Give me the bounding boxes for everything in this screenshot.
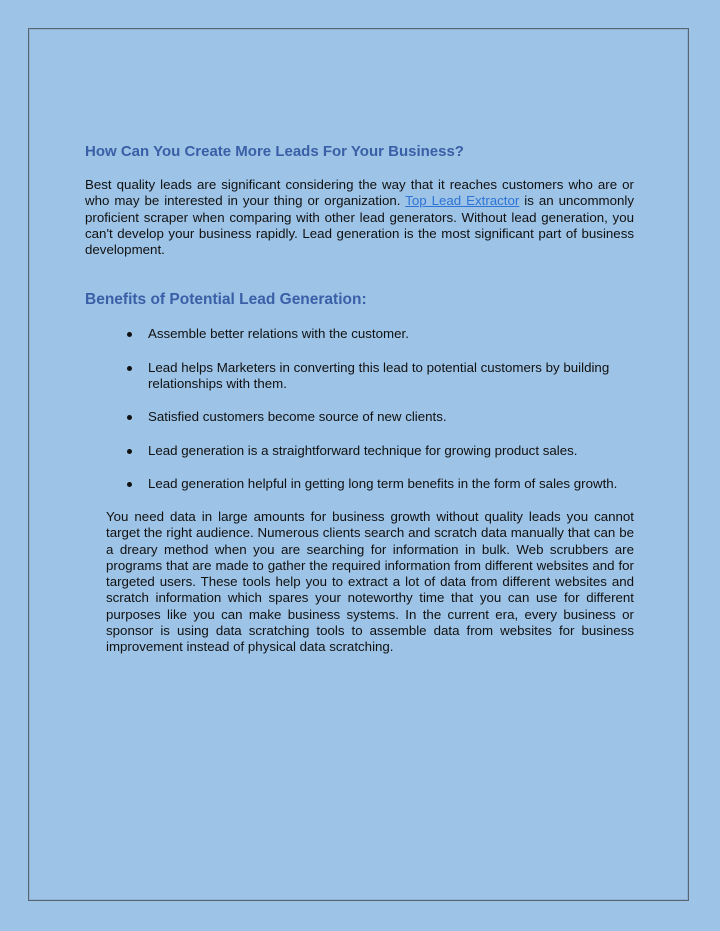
- benefit-text: Lead generation is a straightforward technique for growing product sales.: [148, 443, 578, 458]
- intro-text-end: is an uncommonly proficient scraper when comparing with other lead generators. Without lead generation, you can't develop your business rapidly. Lead generation is the most significant part of business development.: [85, 193, 635, 258]
- bullet-dot-icon: [127, 415, 132, 420]
- closing-paragraph: You need data in large amounts for business growth without quality leads you cannot target the right audience. Numerous clients search and scratch data manually that can be a dreary method when you are searching for information in bulk. Web scrubbers are programs that are made to gather the required information from different websites and for targeted users. These tools help you to extract a lot of data from different websites and scratch information which spares your noteworthy time that you can use for different purposes like you can make business systems. In the current era, every business or sponsor is using data scratching tools to assemble data from websites for business improvement instead of physical data scratching.: [106, 509, 634, 655]
- benefit-list-item: [127, 360, 639, 393]
- bullet-dot-icon: [127, 482, 132, 487]
- benefit-text: Assemble better relations with the customer.: [148, 326, 409, 341]
- benefit-list-item: [127, 409, 639, 425]
- benefit-text: Satisfied customers become source of new clients.: [148, 409, 447, 424]
- intro-paragraph: [85, 177, 634, 258]
- section-heading-create-leads: How Can You Create More Leads For Your Business?: [85, 143, 464, 160]
- intro-text-start: Best quality leads are significant considering the way that it reaches customers who are or who may be interested in your thing or organization.: [85, 177, 634, 209]
- bullet-dot-icon: [127, 366, 132, 371]
- bullet-dot-icon: [127, 332, 132, 337]
- benefit-text: Lead helps Marketers in converting this lead to potential customers by building relationships with them.: [148, 360, 610, 392]
- benefit-text: Lead generation helpful in getting long term benefits in the form of sales growth.: [148, 476, 618, 491]
- benefit-list-item: [127, 326, 639, 342]
- top-lead-extractor-link[interactable]: Top Lead Extractor: [405, 193, 520, 209]
- benefit-list-item: [127, 443, 639, 459]
- bullet-dot-icon: [127, 449, 132, 454]
- section-heading-benefits: Benefits of Potential Lead Generation:: [85, 291, 367, 308]
- benefit-list-item: [127, 476, 639, 492]
